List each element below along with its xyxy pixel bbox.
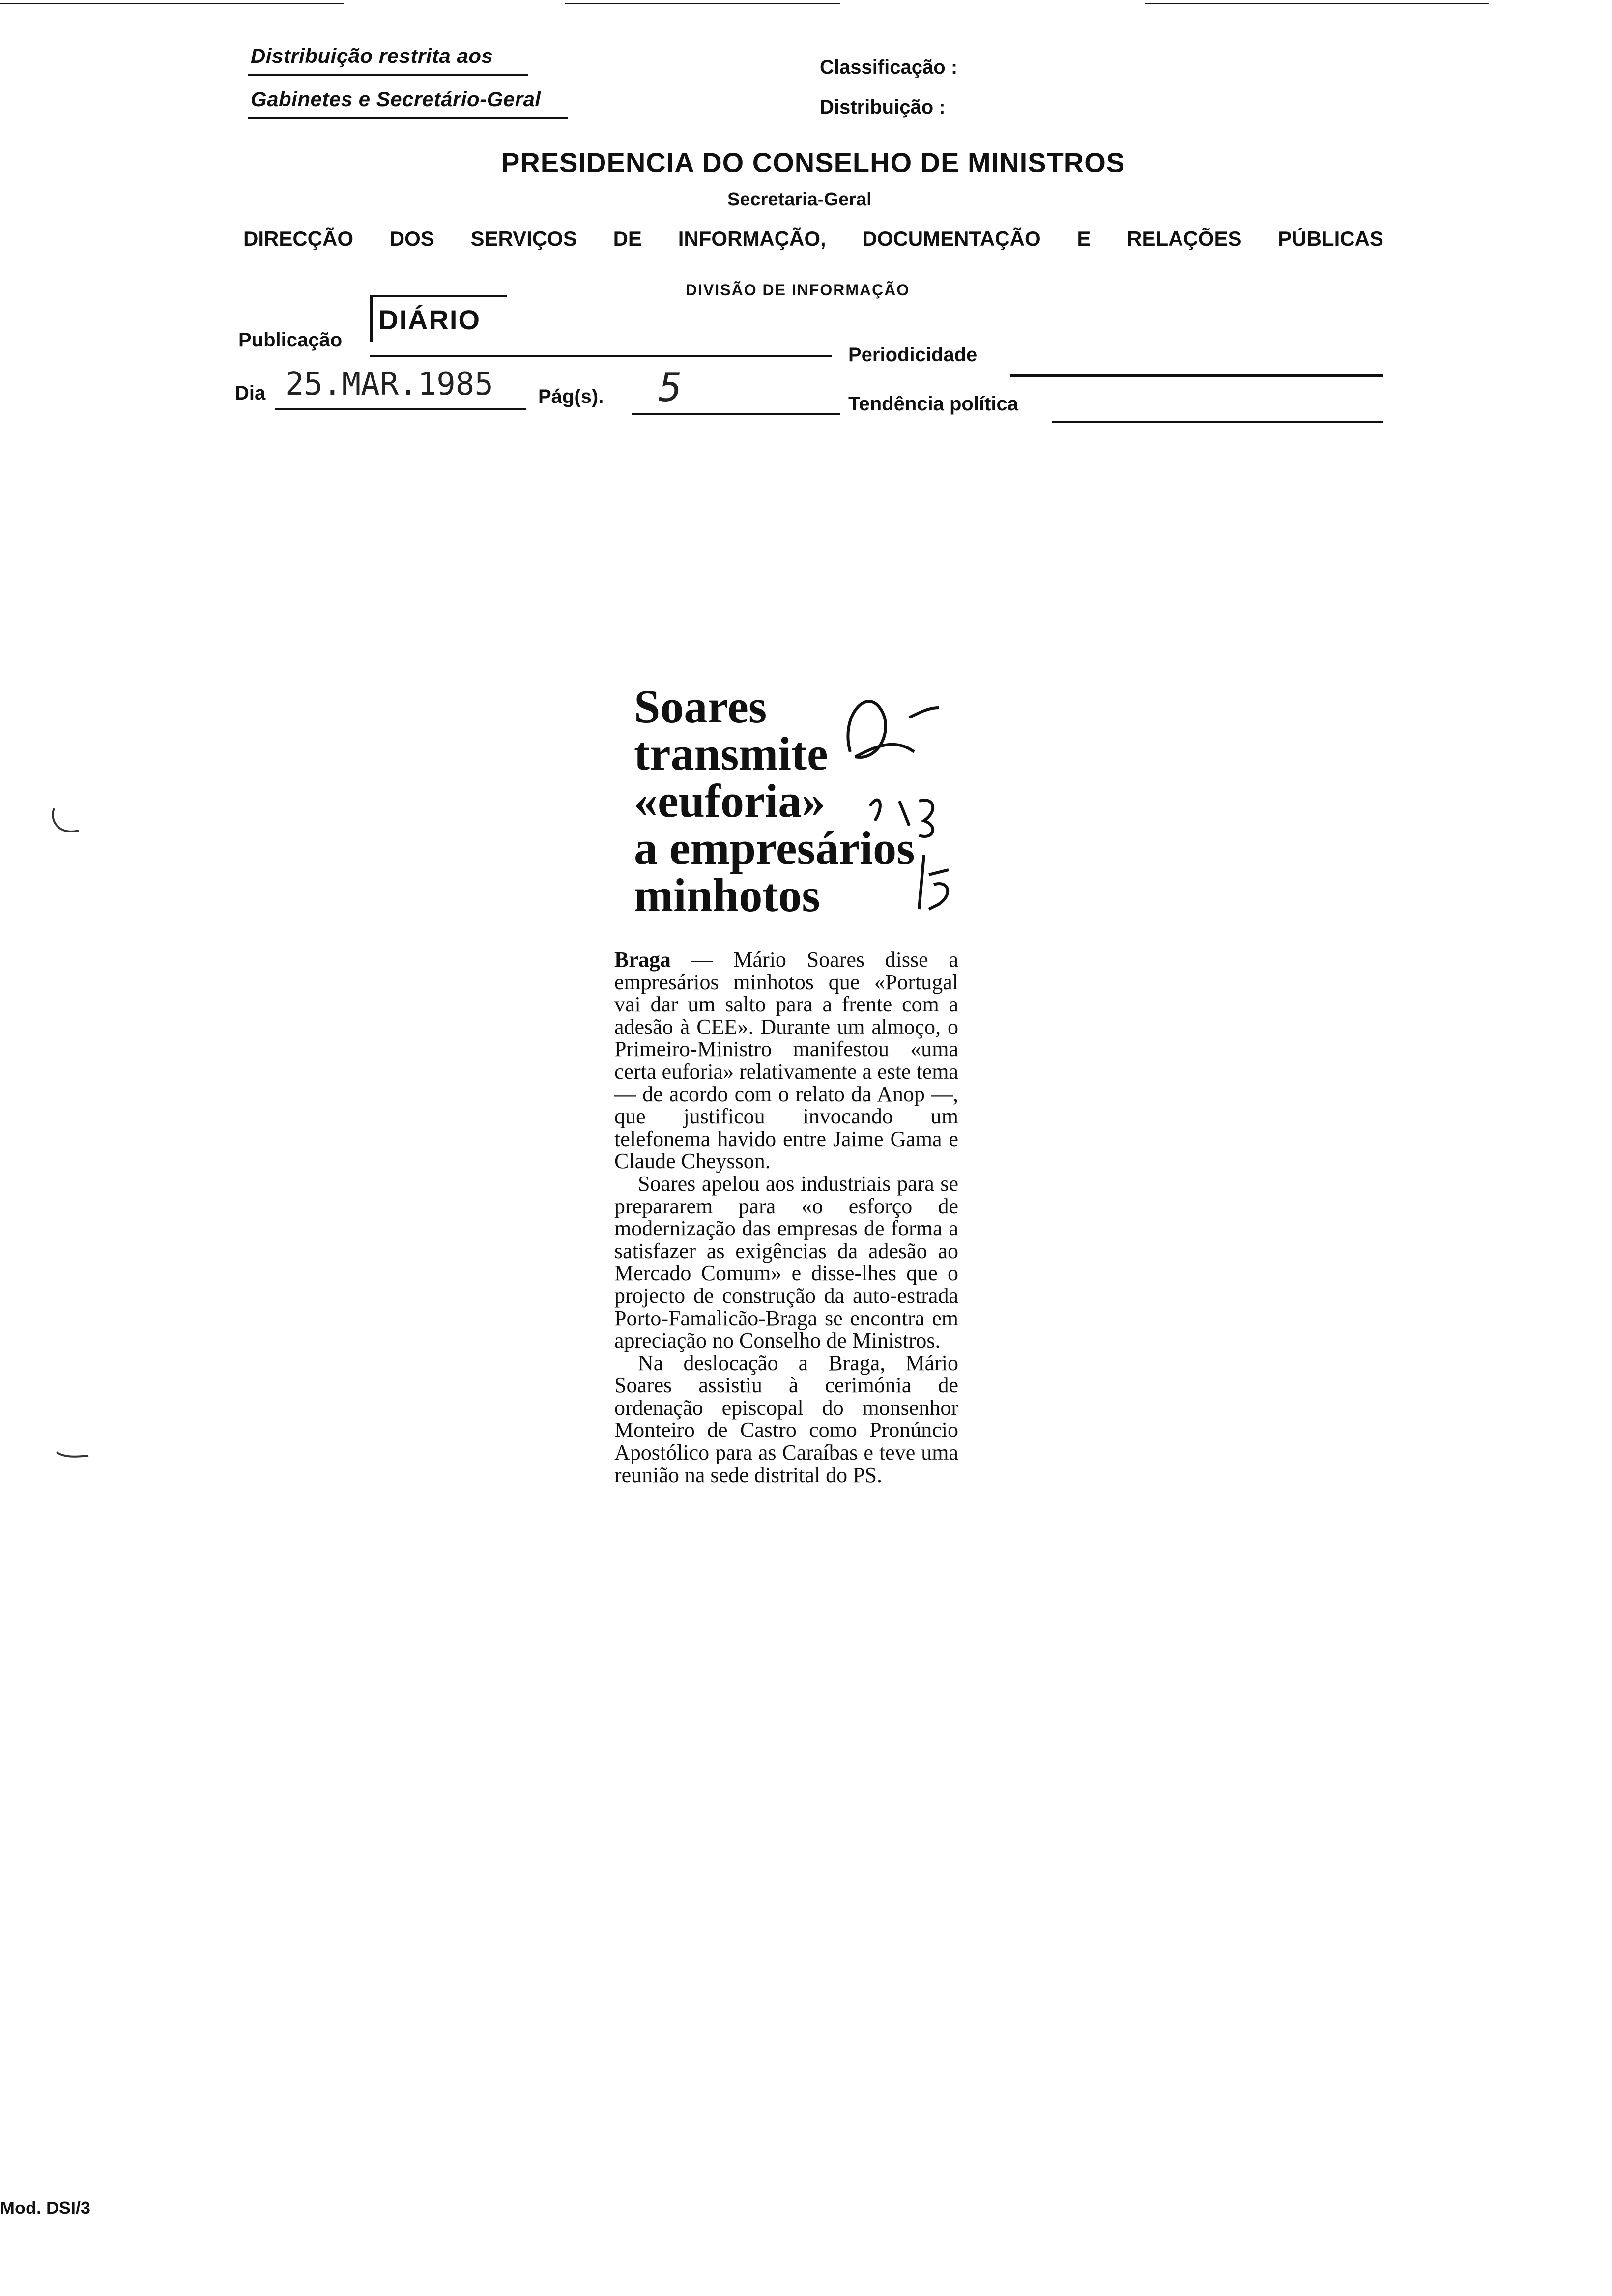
directorate-word: DOCUMENTAÇÃO — [862, 227, 1041, 250]
distribution-label: Distribuição : — [820, 96, 946, 118]
periodicity-line — [1010, 374, 1383, 377]
annotation-stroke — [848, 701, 939, 757]
directorate-word: SERVIÇOS — [470, 227, 577, 250]
directorate-word: E — [1077, 227, 1091, 250]
publication-stamp — [370, 295, 507, 342]
pages-line — [632, 413, 840, 415]
periodicity-label: Periodicidade — [848, 344, 978, 366]
directorate-title — [243, 227, 1383, 251]
article-paragraph: Soares apelou aos industriais para se prepararem para «o esforço de modernização das empresas de forma a satisfazer as exigências da adesão ao Mercado Comum» e disse-lhes que o projecto de construção da auto-estrada Porto-Famalicão-Braga se encontra em apreciação no Conselho de Ministros. — [614, 1171, 958, 1353]
secretariat-title: Secretaria-Geral — [727, 189, 872, 210]
article-paragraph — [614, 948, 958, 1173]
underline — [248, 74, 528, 76]
publication-label: Publicação — [238, 329, 343, 351]
political-tendency-label: Tendência política — [848, 393, 1018, 415]
scan-edge-line — [565, 3, 840, 4]
restricted-distribution-line1: Distribuição restrita aos — [251, 44, 493, 67]
scan-margin-mark — [49, 806, 88, 845]
political-tendency-line — [1052, 421, 1383, 423]
scan-edge-line — [1145, 3, 1489, 4]
directorate-word: DE — [613, 227, 642, 250]
headline-line: a empresários — [634, 822, 915, 874]
directorate-word: DIRECÇÃO — [243, 227, 354, 250]
org-title: PRESIDENCIA DO CONSELHO DE MINISTROS — [501, 147, 1125, 178]
article-body — [614, 948, 958, 1486]
headline-line: Soares — [634, 680, 767, 733]
day-value: 25.MAR.1985 — [285, 366, 493, 402]
article-paragraph-text: — Mário Soares disse a empresários minhotos que «Portugal vai dar um salto para a frente com a adesão à CEE». Durante um almoço, o Primeiro-Ministro manifestou «uma certa euforia» relativamente a este tema — de acordo com o relato da Anop —, que justificou invocando um telefonema havido entre Jaime Gama e Claude Cheysson. — [614, 947, 958, 1174]
directorate-word: DOS — [389, 227, 434, 250]
restricted-distribution-line2: Gabinetes e Secretário-Geral — [251, 87, 541, 111]
day-line — [275, 408, 526, 410]
publication-value: DIÁRIO — [378, 304, 481, 335]
headline-line: minhotos — [634, 869, 820, 921]
pages-label: Pág(s). — [538, 386, 604, 407]
annotation-stroke — [870, 800, 933, 836]
directorate-word: INFORMAÇÃO, — [678, 227, 826, 250]
day-label: Dia — [235, 382, 266, 404]
handwritten-annotation — [835, 678, 1032, 953]
form-code: Mod. DSI/3 — [0, 2198, 91, 2218]
headline-line: transmite — [634, 727, 828, 780]
directorate-word: RELAÇÕES — [1127, 227, 1242, 250]
scan-margin-mark — [54, 1450, 93, 1464]
underline — [248, 117, 568, 119]
article-lead-word: Braga — [614, 947, 671, 972]
annotation-stroke — [919, 855, 949, 909]
article-paragraph: Na deslocação a Braga, Mário Soares assistiu à cerimónia de ordenação episcopal do monsenhor Monteiro de Castro como Pronúncio Apostólico para as Caraíbas e teve uma reunião na sede distrital do PS. — [614, 1350, 958, 1487]
directorate-word: PÚBLICAS — [1278, 227, 1383, 250]
division-title: DIVISÃO DE INFORMAÇÃO — [686, 281, 910, 299]
classification-label: Classificação : — [820, 57, 958, 78]
scan-edge-line — [0, 3, 344, 4]
publication-line — [370, 355, 832, 357]
pages-value: 5 — [659, 365, 683, 410]
headline-line: «euforia» — [634, 775, 826, 827]
